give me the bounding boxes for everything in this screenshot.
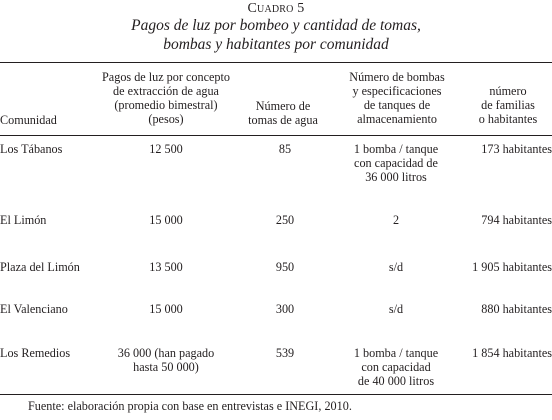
cell-pagos: 15 000 bbox=[149, 213, 183, 227]
source-note: Fuente: elaboración propia con base en entrevistas e INEGI, 2010. bbox=[28, 399, 352, 413]
bottom-rule bbox=[0, 394, 552, 395]
cell-bombas: s/d bbox=[388, 302, 404, 316]
cell-bombas: 2 bbox=[392, 213, 400, 227]
cell-comunidad: Plaza del Limón bbox=[0, 260, 80, 274]
cell-comunidad: El Valenciano bbox=[0, 302, 68, 316]
table-title-line-2: bombas y habitantes por comunidad bbox=[163, 36, 389, 53]
header-rule bbox=[0, 135, 552, 136]
cell-familias: 1 854 habitantes bbox=[472, 346, 552, 360]
cell-pagos: 15 000 bbox=[149, 302, 183, 316]
table-title-line-1: Pagos de luz por bombeo y cantidad de tomas, bbox=[131, 17, 421, 34]
cell-comunidad: El Limón bbox=[0, 213, 47, 227]
cell-familias: 173 habitantes bbox=[481, 142, 552, 156]
cell-tomas: 250 bbox=[275, 213, 295, 227]
cell-tomas: 539 bbox=[275, 346, 295, 360]
cell-familias: 1 905 habitantes bbox=[472, 260, 552, 274]
cell-tomas: 85 bbox=[278, 142, 292, 156]
cell-familias: 880 habitantes bbox=[481, 302, 552, 316]
cell-pagos: 12 500 bbox=[149, 142, 183, 156]
header-familias: número de familias o habitantes bbox=[478, 84, 538, 126]
header-comunidad: Comunidad bbox=[0, 113, 57, 127]
cell-familias: 794 habitantes bbox=[481, 213, 552, 227]
cell-bombas: 1 bomba / tanque con capacidad de 40 000 litros bbox=[353, 346, 439, 388]
cell-tomas: 950 bbox=[275, 260, 295, 274]
cell-comunidad: Los Tábanos bbox=[0, 142, 63, 156]
header-pagos: Pagos de luz por concepto de extracción de agua (promedio bimestral) (pesos) bbox=[102, 70, 230, 126]
cell-bombas: 1 bomba / tanque con capacidad de 36 000 litros bbox=[353, 142, 439, 184]
cell-comunidad: Los Remedios bbox=[0, 346, 71, 360]
cell-pagos: 36 000 (han pagado hasta 50 000) bbox=[117, 346, 215, 374]
header-tomas: Número de tomas de agua bbox=[248, 99, 318, 127]
cell-pagos: 13 500 bbox=[149, 260, 183, 274]
table-caption-label: Cuadro 5 bbox=[247, 1, 305, 16]
top-rule bbox=[0, 62, 552, 63]
cell-bombas: s/d bbox=[388, 260, 404, 274]
header-bombas: Número de bombas y especificaciones de tanques de almacenamiento bbox=[349, 70, 445, 126]
cell-tomas: 300 bbox=[275, 302, 295, 316]
